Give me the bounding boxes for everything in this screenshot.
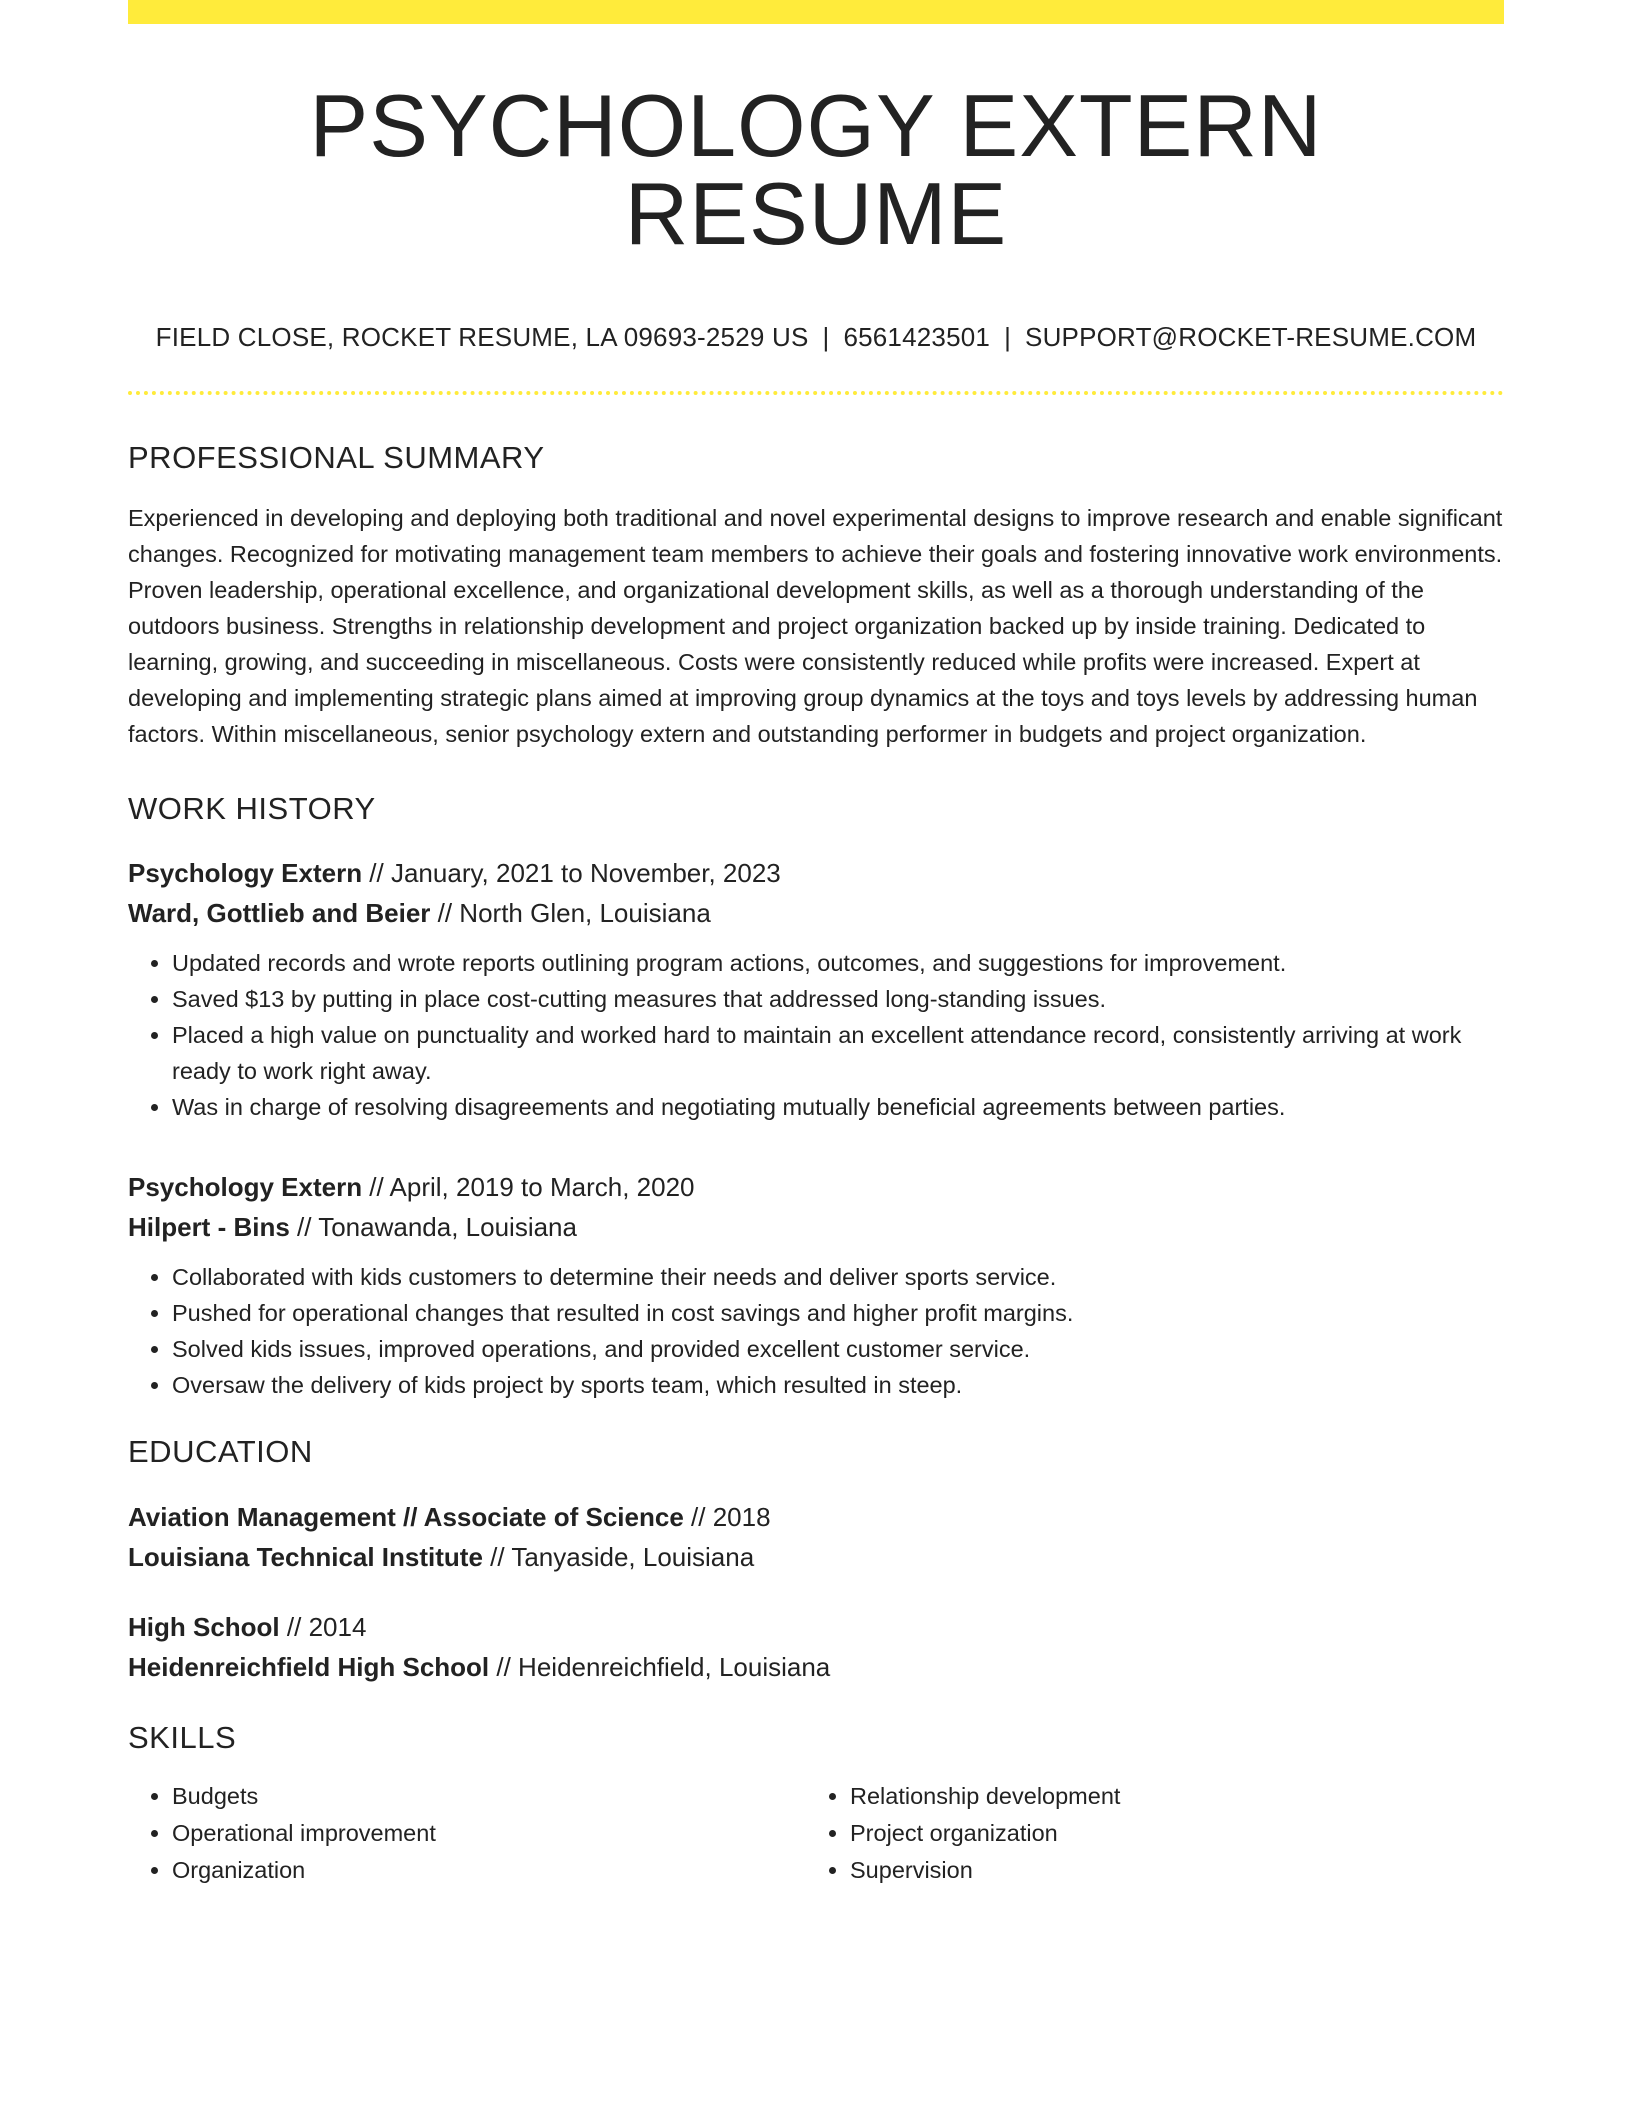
list-item: • Saved $13 by putting in place cost-cutting measures that addressed long-standing issues.: [172, 981, 1504, 1017]
contact-email: SUPPORT@ROCKET-RESUME.COM: [1025, 322, 1477, 352]
job-entry: [128, 1167, 1504, 1403]
job-entry: [128, 853, 1504, 1125]
education-school-line: [128, 1647, 1504, 1687]
job-title: Psychology Extern: [128, 1172, 363, 1203]
job-title-line: [128, 1167, 1504, 1207]
dotted-divider: [128, 391, 1504, 395]
job-dates: // January, 2021 to November, 2023: [362, 858, 781, 889]
list-item: • Solved kids issues, improved operations, and provided excellent customer service.: [172, 1331, 1504, 1367]
education-entry: [128, 1607, 1504, 1687]
job-company: Ward, Gottlieb and Beier: [128, 898, 431, 929]
skill-item: • Organization: [172, 1852, 806, 1889]
skill-item: • Relationship development: [850, 1778, 1484, 1815]
education-degree: High School: [128, 1611, 280, 1642]
list-item: • Was in charge of resolving disagreements and negotiating mutually beneficial agreements between parties.: [172, 1089, 1504, 1125]
education-year: // 2018: [683, 1501, 771, 1532]
skill-item: • Budgets: [172, 1778, 806, 1815]
list-item: • Placed a high value on punctuality and worked hard to maintain an excellent attendance record, consistently arriving at work ready to work right away.: [172, 1017, 1504, 1089]
summary-heading: PROFESSIONAL SUMMARY: [128, 440, 545, 475]
education-location: // Tanyaside, Louisiana: [482, 1541, 755, 1572]
skills-column-left: [128, 1778, 806, 1889]
job-company: Hilpert - Bins: [128, 1212, 290, 1243]
education-degree-line: [128, 1497, 1504, 1537]
education-entry: [128, 1497, 1504, 1577]
job-location: // Tonawanda, Louisiana: [289, 1212, 577, 1243]
skills-list: [128, 1778, 1504, 1889]
list-item: • Updated records and wrote reports outlining program actions, outcomes, and suggestions for improvement.: [172, 945, 1504, 981]
resume-title: PSYCHOLOGY EXTERN RESUME: [309, 76, 1323, 263]
contact-address: FIELD CLOSE, ROCKET RESUME, LA 09693-2529 US: [155, 322, 809, 352]
list-item: • Collaborated with kids customers to determine their needs and deliver sports service.: [172, 1259, 1504, 1295]
job-location: // North Glen, Louisiana: [430, 898, 711, 929]
job-bullets: [128, 1259, 1504, 1403]
job-company-line: [128, 1207, 1504, 1247]
job-bullets: [128, 945, 1504, 1125]
education-heading: EDUCATION: [128, 1434, 313, 1470]
education-school-line: [128, 1537, 1504, 1577]
list-item: • Oversaw the delivery of kids project by sports team, which resulted in steep.: [172, 1367, 1504, 1403]
accent-bar: [128, 0, 1504, 24]
skill-item: • Project organization: [850, 1815, 1484, 1852]
contact-line: [128, 322, 1504, 353]
education-year: // 2014: [279, 1611, 367, 1642]
education-school: Louisiana Technical Institute: [128, 1541, 483, 1572]
summary-text: Experienced in developing and deploying both traditional and novel experimental designs to improve research and enable significant changes. Recognized for motivating management team members to achieve their goals and fostering innovative work environments. Proven leadership, operational excellence, and organizational development skills, as well as a thorough understanding of the outdoors business. Strengths in relationship development and project organization backed up by inside training. Dedicated to learning, growing, and succeeding in miscellaneous. Costs were consistently reduced while profits were increased. Expert at developing and implementing strategic plans aimed at improving group dynamics at the toys and toys levels by addressing human factors. Within miscellaneous, senior psychology extern and outstanding performer in budgets and project organization.: [128, 505, 1503, 748]
resume-page: [128, 0, 1504, 1889]
skills-heading: SKILLS: [128, 1719, 237, 1755]
job-title-line: [128, 853, 1504, 893]
skill-item: • Supervision: [850, 1852, 1484, 1889]
skills-column-right: [806, 1778, 1484, 1889]
contact-separator: |: [1004, 322, 1012, 352]
education-location: // Heidenreichfield, Louisiana: [489, 1651, 831, 1682]
job-dates: // April, 2019 to March, 2020: [362, 1172, 695, 1203]
education-school: Heidenreichfield High School: [128, 1651, 490, 1682]
job-title: Psychology Extern: [128, 858, 363, 889]
education-degree: Aviation Management // Associate of Science: [128, 1501, 684, 1532]
contact-phone: 6561423501: [843, 322, 991, 352]
job-company-line: [128, 893, 1504, 933]
education-degree-line: [128, 1607, 1504, 1647]
skill-item: • Operational improvement: [172, 1815, 806, 1852]
list-item: • Pushed for operational changes that resulted in cost savings and higher profit margins.: [172, 1295, 1504, 1331]
work-history-heading: WORK HISTORY: [128, 791, 376, 827]
contact-separator: |: [822, 322, 830, 352]
